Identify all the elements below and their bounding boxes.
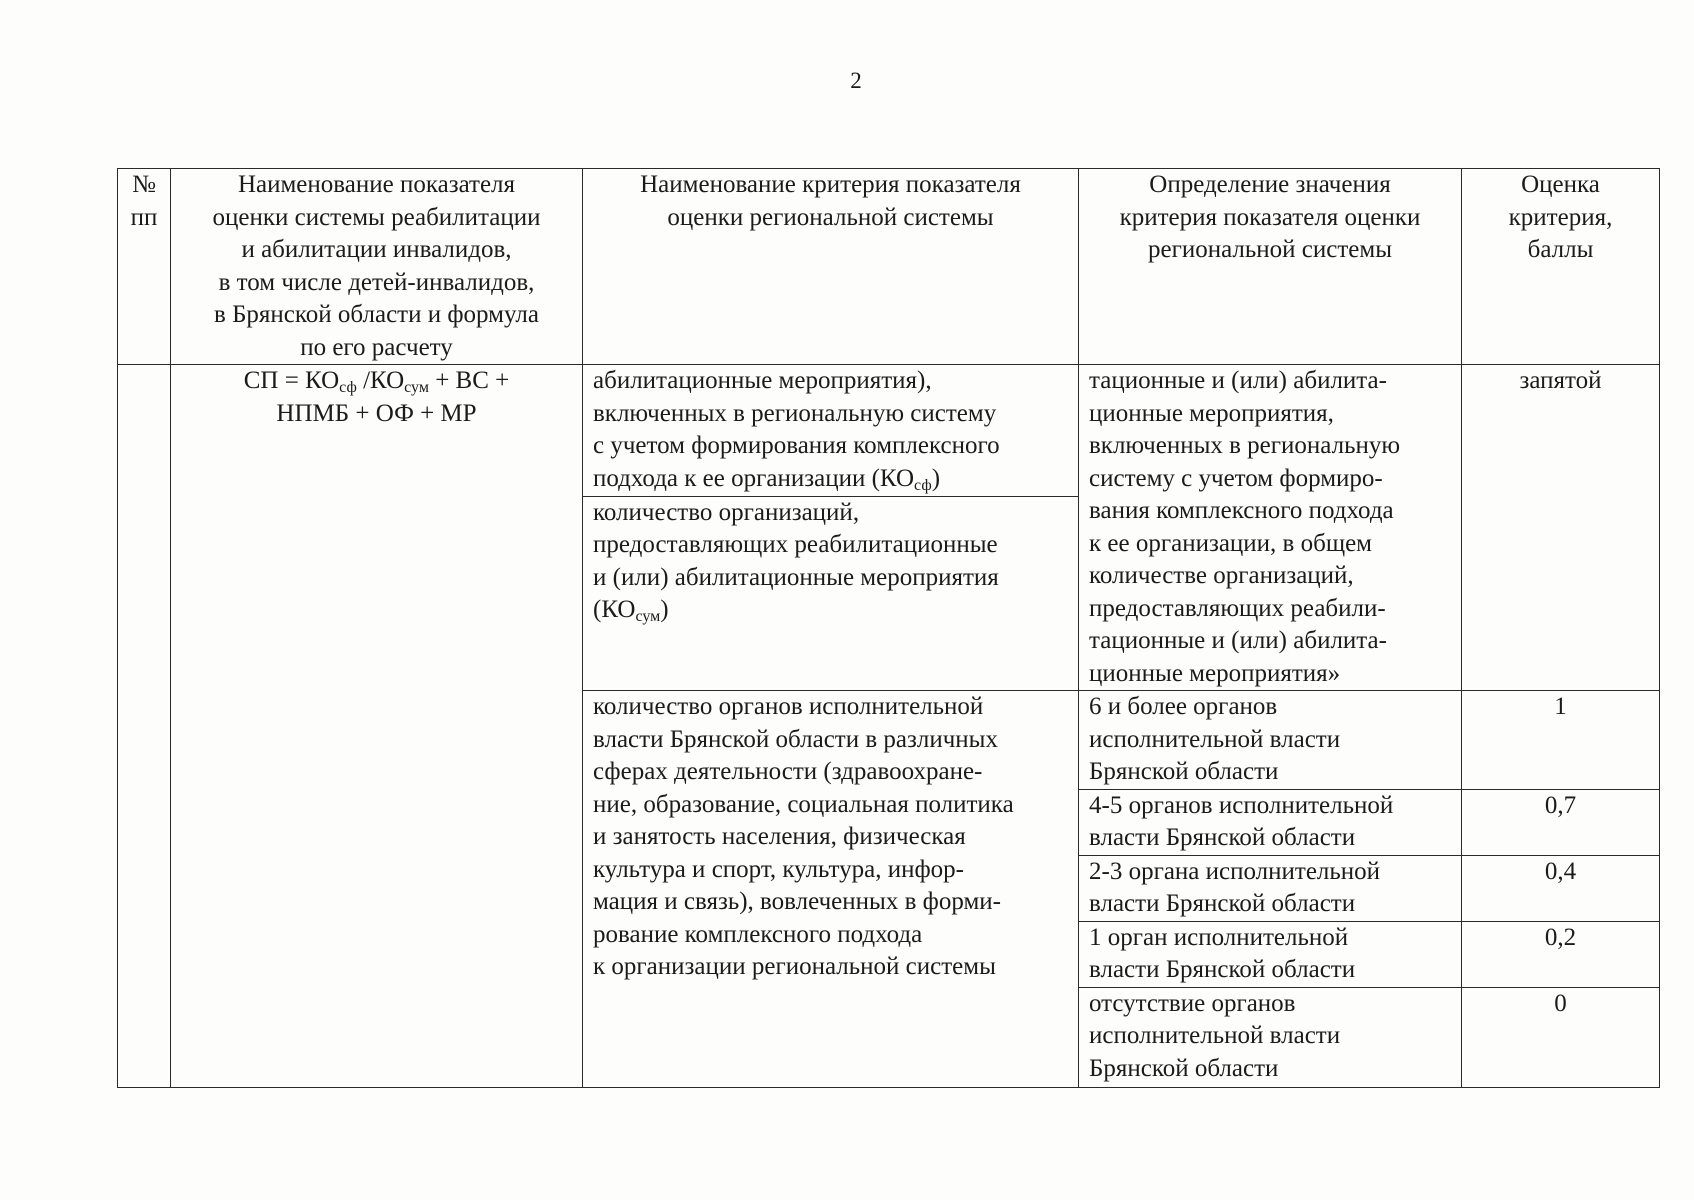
header-num: № пп bbox=[118, 169, 171, 365]
table-row bbox=[118, 365, 1660, 497]
table-header-row bbox=[118, 169, 1660, 365]
page-number: 2 bbox=[850, 68, 862, 93]
header-criterion: Наименование критерия показателя оценки региональной системы bbox=[583, 169, 1079, 365]
score-cell: 0,4 bbox=[1462, 855, 1660, 921]
num-cell bbox=[118, 365, 171, 1088]
formula-line-1: СП = $КО_{сф}$ $/КО_{сум}$ + ВС + bbox=[243, 367, 510, 396]
score-cell: 0 bbox=[1462, 987, 1660, 1087]
criterion-cell: количество органов исполнительной власти Брянской области в различных сферах деятельности (здравоохране- ние, образование, социальная политика и занятость населения, физическая культура и спорт, культура, инфор- мация и связь), вовлеченных в форми- рование комплексного подхода к организации региональной системы bbox=[583, 691, 1079, 1088]
score-cell: 1 bbox=[1462, 691, 1660, 790]
criterion-cell: абилитационные мероприятия), включенных в региональную систему с учетом формирования комплексного подхода к ее организации $(КО_{сф})$ bbox=[583, 365, 1079, 497]
header-score: Оценка критерия, баллы bbox=[1462, 169, 1660, 365]
header-indicator: Наименование показателя оценки системы реабилитации и абилитации инвалидов, в том числе детей-инвалидов, в Брянской области и формула по его расчету bbox=[171, 169, 583, 365]
score-cell: запятой bbox=[1462, 365, 1660, 691]
header-definition: Определение значения критерия показателя оценки региональной системы bbox=[1079, 169, 1462, 365]
definition-cell: 1 орган исполнительной власти Брянской области bbox=[1079, 921, 1462, 987]
criterion-cell: количество организаций, предоставляющих реабилитационные и (или) абилитационные мероприятия $(КО_{сум})$ bbox=[583, 496, 1079, 690]
formula-cell bbox=[171, 365, 583, 1088]
definition-cell: 2-3 органа исполнительной власти Брянской области bbox=[1079, 855, 1462, 921]
criteria-table bbox=[117, 168, 1660, 1088]
score-cell: 0,7 bbox=[1462, 789, 1660, 855]
definition-cell: отсутствие органов исполнительной власти Брянской области bbox=[1079, 987, 1462, 1087]
formula-line-2: НПМБ + ОФ + МР bbox=[276, 399, 477, 427]
definition-cell: 6 и более органов исполнительной власти Брянской области bbox=[1079, 691, 1462, 790]
score-cell: 0,2 bbox=[1462, 921, 1660, 987]
definition-cell: 4-5 органов исполнительной власти Брянской области bbox=[1079, 789, 1462, 855]
definition-cell: тационные и (или) абилита- ционные мероприятия, включенных в региональную систему с учетом формиро- вания комплексного подхода к ее организации, в общем количестве организаций, предоставляющих реабили- тационные и (или) абилита- ционные мероприятия» bbox=[1079, 365, 1462, 691]
